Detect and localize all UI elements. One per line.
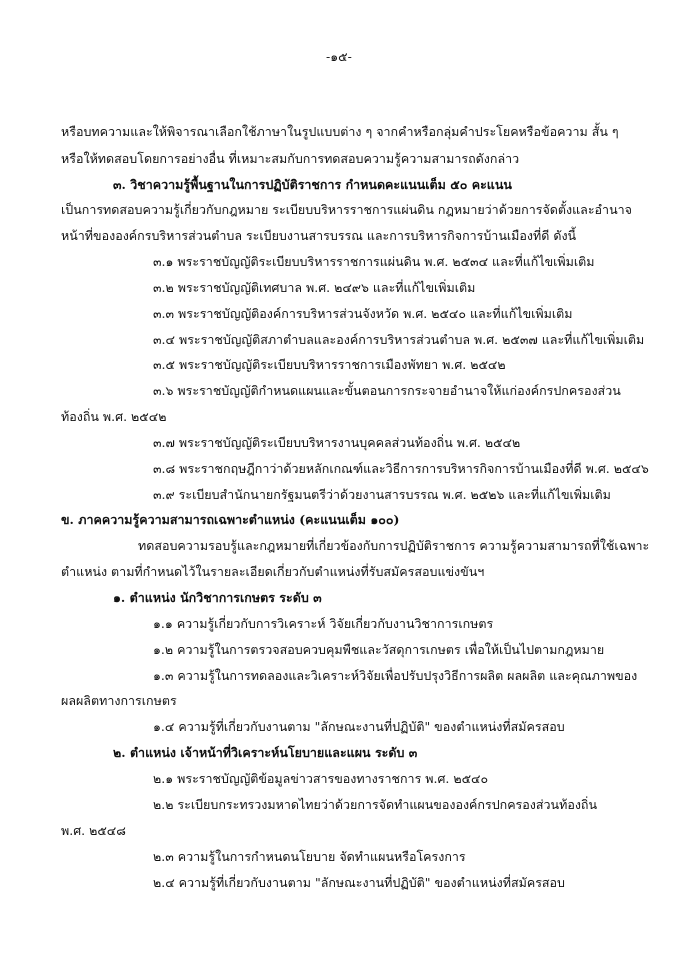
list-item: ๓.๙ ระเบียบสำนักนายกรัฐมนตรีว่าด้วยงานสารบรรณ พ.ศ. ๒๕๒๖ และที่แก้ไขเพิ่มเติม xyxy=(153,487,611,502)
list-item: ๑.๔ ความรู้ที่เกี่ยวกับงานตาม "ลักษณะงานที่ปฏิบัติ" ของตำแหน่งที่สมัครสอบ xyxy=(153,719,565,734)
list-item: ๑.๒ ความรู้ในการตรวจสอบควบคุมพืชและวัสดุการเกษตร เพื่อให้เป็นไปตามกฎหมาย xyxy=(153,642,605,657)
list-item: ๒.๒ ระเบียบกระทรวงมหาดไทยว่าด้วยการจัดทำแผนขององค์กรปกครองส่วนท้องถิ่น xyxy=(153,797,598,812)
body-line: ท้องถิ่น พ.ศ. ๒๕๔๒ xyxy=(61,409,167,424)
list-item: ๒.๓ ความรู้ในการกำหนดนโยบาย จัดทำแผนหรือโครงการ xyxy=(153,849,466,864)
list-item: ๓.๓ พระราชบัญญัติองค์การบริหารส่วนจังหวัด พ.ศ. ๒๕๔๐ และที่แก้ไขเพิ่มเติม xyxy=(153,306,573,321)
body-line: หน้าที่ขององค์กรบริหารส่วนตำบล ระเบียบงานสารบรรณ และการบริหารกิจการบ้านเมืองที่ดี ดังนี้ xyxy=(61,228,577,243)
list-item: ๑.๑ ความรู้เกี่ยวกับการวิเคราะห์ วิจัยเกี่ยวกับงานวิชาการเกษตร xyxy=(153,616,494,631)
body-line: พ.ศ. ๒๕๔๘ xyxy=(61,823,126,838)
position-heading: ๒. ตำแหน่ง เจ้าหน้าที่วิเคราะห์นโยบายและแผน ระดับ ๓ xyxy=(113,745,418,760)
body-line: หรือบทความและให้พิจารณาเลือกใช้ภาษาในรูปแบบต่าง ๆ จากคำหรือกลุ่มคำประโยคหรือข้อความ สั้น ๆ xyxy=(61,124,619,139)
section-heading: ข. ภาคความรู้ความสามารถเฉพาะตำแหน่ง (คะแนนเต็ม ๑๐๐) xyxy=(61,512,400,527)
body-line: เป็นการทดสอบความรู้เกี่ยวกับกฎหมาย ระเบียบบริหารราชการแผ่นดิน กฎหมายว่าด้วยการจัดตั้งและอำนาจ xyxy=(61,202,632,217)
body-line: ตำแหน่ง ตามที่กำหนดไว้ในรายละเอียดเกี่ยวกับตำแหน่งที่รับสมัครสอบแข่งขันฯ xyxy=(61,564,485,579)
body-line: ผลผลิตทางการเกษตร xyxy=(61,693,177,708)
list-item: ๓.๘ พระราชกฤษฎีกาว่าด้วยหลักเกณฑ์และวิธีการการบริหารกิจการบ้านเมืองที่ดี พ.ศ. ๒๕๔๖ xyxy=(153,461,649,476)
list-item: ๓.๕ พระราชบัญญัติระเบียบบริหารราชการเมืองพัทยา พ.ศ. ๒๕๔๒ xyxy=(153,357,506,372)
body-line: ทดสอบความรอบรู้และกฎหมายที่เกี่ยวข้องกับการปฏิบัติราชการ ความรู้ความสามารถที่ใช้เฉพาะ xyxy=(138,538,650,553)
list-item: ๑.๓ ความรู้ในการทดลองและวิเคราะห์วิจัยเพื่อปรับปรุงวิธีการผลิต ผลผลิต และคุณภาพของ xyxy=(153,668,638,683)
position-heading: ๑. ตำแหน่ง นักวิชาการเกษตร ระดับ ๓ xyxy=(113,590,322,605)
list-item: ๒.๔ ความรู้ที่เกี่ยวกับงานตาม "ลักษณะงานที่ปฏิบัติ" ของตำแหน่งที่สมัครสอบ xyxy=(153,875,565,890)
list-item: ๒.๑ พระราชบัญญัติข้อมูลข่าวสารของทางราชการ พ.ศ. ๒๕๔๐ xyxy=(153,771,489,786)
page-number: -๑๕- xyxy=(326,49,352,64)
body-line: หรือให้ทดสอบโดยการอย่างอื่น ที่เหมาะสมกับการทดสอบความรู้ความสามารถดังกล่าว xyxy=(61,151,520,166)
list-item: ๓.๔ พระราชบัญญัติสภาตำบลและองค์การบริหารส่วนตำบล พ.ศ. ๒๕๓๗ และที่แก้ไขเพิ่มเติม xyxy=(153,332,645,347)
list-item: ๓.๒ พระราชบัญญัติเทศบาล พ.ศ. ๒๔๙๖ และที่แก้ไขเพิ่มเติม xyxy=(153,280,476,295)
list-item: ๓.๗ พระราชบัญญัติระเบียบบริหารงานบุคคลส่วนท้องถิ่น พ.ศ. ๒๕๔๒ xyxy=(153,435,521,450)
section-heading: ๓. วิชาความรู้พื้นฐานในการปฏิบัติราชการ กำหนดคะแนนเต็ม ๕๐ คะแนน xyxy=(113,177,512,192)
list-item: ๓.๖ พระราชบัญญัติกำหนดแผนและขั้นตอนการกระจายอำนาจให้แก่องค์กรปกครองส่วน xyxy=(153,383,621,398)
list-item: ๓.๑ พระราชบัญญัติระเบียบบริหารราชการแผ่นดิน พ.ศ. ๒๕๓๔ และที่แก้ไขเพิ่มเติม xyxy=(153,254,595,269)
